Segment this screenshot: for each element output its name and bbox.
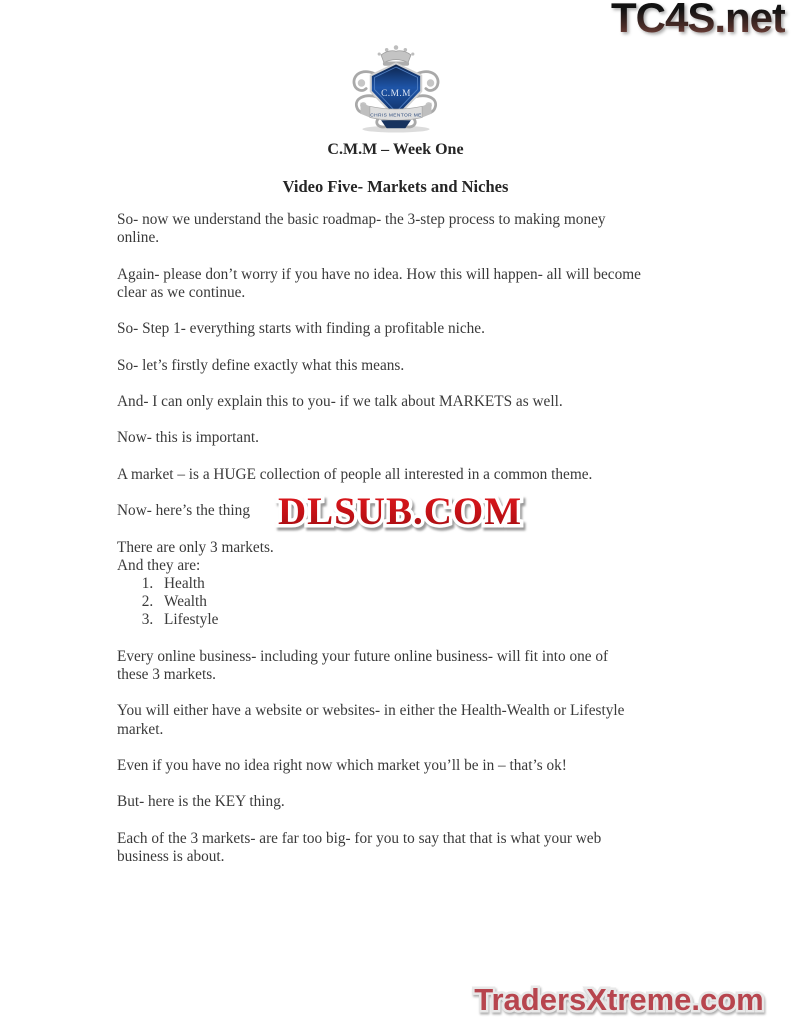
logo-shield-text: C.M.M <box>380 89 411 100</box>
document-body <box>117 211 757 884</box>
paragraph: So- now we understand the basic roadmap- the 3-step process to making money online. <box>117 211 606 247</box>
banner-tail-right <box>422 103 431 118</box>
dlsub-text: DLSUB.COM <box>277 490 523 533</box>
paragraph: So- let’s firstly define exactly what this means. <box>117 356 405 374</box>
list-item: 2. Wealth <box>157 593 757 611</box>
paragraph: You will either have a website or websites- in either the Health-Wealth or Lifestyle market. <box>117 702 625 738</box>
paragraph: A market – is a HUGE collection of people all interested in a common theme. <box>117 465 593 483</box>
markets-list <box>117 575 757 630</box>
paragraph: Now- this is important. <box>117 429 259 447</box>
paragraph: Even if you have no idea right now which market you’ll be in – that’s ok! <box>117 756 567 774</box>
paragraph: Every online business- including your future online business- will fit into one of these 3 markets. <box>117 647 609 683</box>
page-subtitle: Video Five- Markets and Niches <box>282 177 509 196</box>
page-title: C.M.M – Week One <box>327 141 464 158</box>
paragraph: And- I can only explain this to you- if we talk about MARKETS as well. <box>117 392 563 410</box>
tradersxtreme-text: TradersXtreme.com <box>474 982 764 1017</box>
paragraph: There are only 3 markets. <box>117 538 274 556</box>
list-item: 3. Lifestyle <box>157 611 757 629</box>
paragraph: But- here is the KEY thing. <box>117 793 285 811</box>
paragraph: Again- please don’t worry if you have no idea. How this will happen- all will become clear as we continue. <box>117 265 641 301</box>
paragraph: Each of the 3 markets- are far too big- for you to say that that is what your web business is about. <box>117 829 602 865</box>
paragraph: So- Step 1- everything starts with finding a profitable niche. <box>117 320 485 338</box>
banner-tail-left <box>360 103 369 118</box>
cmm-crest-icon <box>340 42 452 137</box>
tc4s-watermark: TC4S.net <box>611 0 785 42</box>
tradersxtreme-watermark <box>451 974 791 1024</box>
cmm-logo <box>0 42 791 142</box>
paragraph: And they are: <box>117 556 201 574</box>
logo-banner-text: CHRIS MENTOR ME <box>369 113 422 119</box>
dlsub-watermark <box>250 482 550 538</box>
paragraph-partially-covered: Now- here’s the thing <box>117 502 250 520</box>
list-item: 1. Health <box>157 575 757 593</box>
